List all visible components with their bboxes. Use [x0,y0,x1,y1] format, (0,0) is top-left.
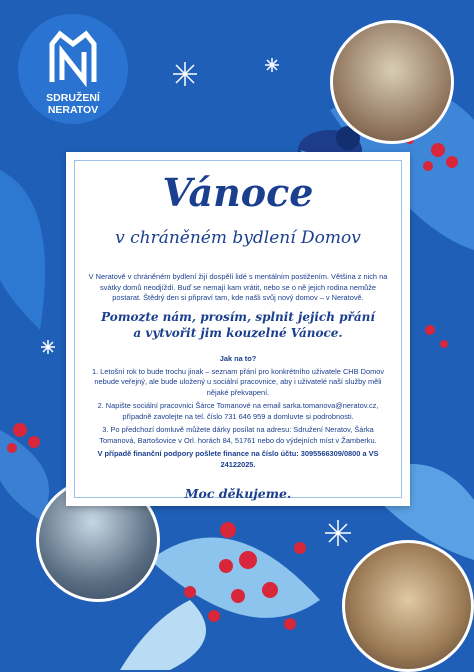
finance-info: V případě finanční podpory pošlete finance na číslo účtu: 3095566309/0800 a VS 24122025. [97,449,379,469]
plea-line1: Pomozte nám, prosím, splnit jejich přání [101,310,375,324]
plea-line2: a vytvořit jim kouzelné Vánoce. [133,326,343,340]
intro-paragraph: V Neratově v chráněném bydlení žijí dospělí lidé s mentálním postižením. Většina z nich na svátky domů neodjíždí. Buď se nemají kam vrátit, nebo se o ně jejich rodina nemůže postarat. Štědrý den si připraví tam, kde našli svůj nový domov – v Neratově. [88,272,388,302]
leaf-shape [0,170,45,330]
photo-choir [330,20,454,144]
leaf-shape [0,430,49,520]
step-2: 2. Napište sociální pracovnici Šárce Tomanové na email sarka.tomanova@neratov.cz, případně zavolejte na tel. číslo 731 646 959 a domluvte si podrobnosti. [97,401,379,421]
logo-line2: NERATOV [47,104,99,116]
page-subtitle: v chráněném bydlení Domov [115,228,361,248]
photo-christmas-party [342,540,474,672]
instructions-heading: Jak na to? [219,354,257,363]
step-1: 1. Letošní rok to bude trochu jinak – seznam přání pro konkrétního uživatele CHB Domov nebude veřejný, ale bude uložený u sociální pracovnice, aby i uživatelé naší služby měli nějaké překvapení. [91,366,385,397]
plea-text [86,309,390,341]
logo-line1: SDRUŽENÍ [46,92,100,104]
leaf-shape [120,600,206,670]
logo-text [18,92,128,116]
instructions [86,354,390,472]
page-title: Vánoce [162,170,314,215]
step-3: 3. Po předchozí domluvě můžete dárky posílat na adresu: Sdružení Neratov, Šárka Tomanová, Bartošovice v Orl. horách 84, 51761 nebo do výdejních míst v Žamberku. [99,425,377,445]
thanks-text: Moc děkujeme. [184,486,292,501]
